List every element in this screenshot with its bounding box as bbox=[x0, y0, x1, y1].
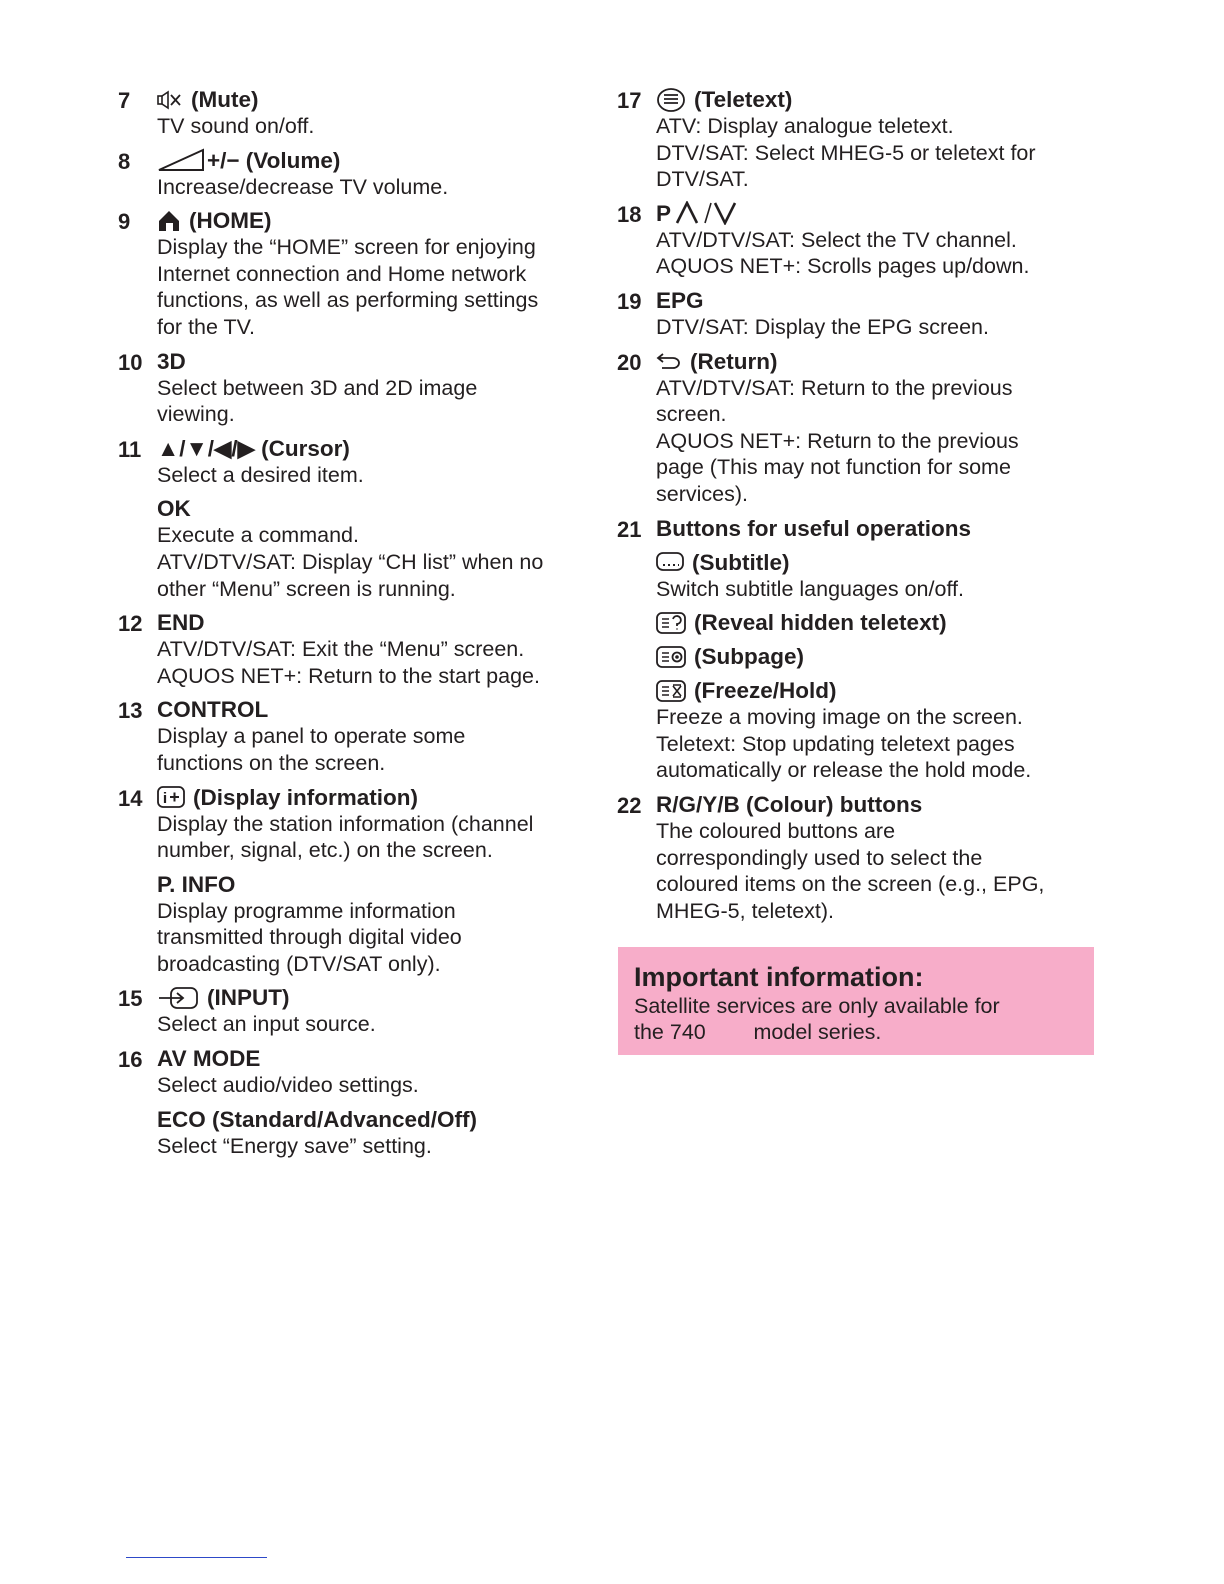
entry-number: 12 bbox=[118, 611, 143, 637]
entry-description: ATV/DTV/SAT: Exit the “Menu” screen. AQUOS NET+: Return to the start page. bbox=[157, 637, 540, 688]
entry-description: ATV: Display analogue teletext. DTV/SAT: Select MHEG-5 or teletext for DTV/SAT. bbox=[656, 114, 1036, 192]
entry-title: R/G/Y/B (Colour) buttons bbox=[656, 791, 923, 817]
entry-number: 9 bbox=[118, 209, 131, 235]
entry-channel bbox=[617, 200, 1097, 280]
entry-description: TV sound on/off. bbox=[157, 114, 315, 138]
important-line: Satellite services are only available for bbox=[634, 994, 1000, 1018]
subpage-icon bbox=[656, 645, 686, 669]
entry-number: 14 bbox=[118, 785, 143, 811]
input-icon bbox=[157, 986, 199, 1010]
subtitle-icon bbox=[656, 550, 684, 574]
entry-number: 20 bbox=[617, 349, 642, 375]
volume-icon bbox=[157, 148, 205, 172]
entry-title: (INPUT) bbox=[207, 985, 290, 1011]
entry-number: 7 bbox=[118, 88, 131, 113]
entry-home bbox=[118, 207, 598, 340]
entry-title: END bbox=[157, 610, 205, 636]
entry-description: Display the “HOME” screen for enjoying Internet connection and Home network functions, as well as performing settings for the TV. bbox=[157, 235, 539, 339]
entry-title: CONTROL bbox=[157, 697, 269, 723]
reveal-teletext-icon bbox=[656, 611, 686, 635]
mute-icon bbox=[157, 89, 183, 111]
reveal-label: (Reveal hidden teletext) bbox=[694, 610, 947, 636]
subtitle-label: (Subtitle) bbox=[692, 549, 790, 575]
entry-title: ▲/▼/◀/▶ (Cursor) bbox=[157, 435, 350, 461]
entry-description: Select audio/video settings. bbox=[157, 1073, 419, 1098]
entry-volume bbox=[118, 147, 598, 201]
entry-display-information bbox=[118, 784, 598, 978]
entry-control bbox=[118, 696, 598, 776]
entry-title: (Return) bbox=[690, 348, 778, 374]
entry-title: (Mute) bbox=[191, 87, 259, 112]
entry-title: (HOME) bbox=[189, 208, 272, 234]
right-column bbox=[617, 86, 1097, 931]
freeze-label: (Freeze/Hold) bbox=[694, 678, 837, 704]
entry-title: EPG bbox=[656, 287, 704, 313]
entry-title: (Teletext) bbox=[694, 87, 793, 112]
entry-3d bbox=[118, 348, 598, 428]
entry-av-mode bbox=[118, 1045, 598, 1159]
entry-epg bbox=[617, 287, 1097, 341]
entry-teletext bbox=[617, 86, 1097, 193]
entry-title: Buttons for useful operations bbox=[656, 515, 971, 541]
entry-number: 17 bbox=[617, 88, 642, 113]
channel-up-down-icon bbox=[675, 201, 737, 225]
freeze-description: Freeze a moving image on the screen. Teletext: Stop updating teletext pages automatically or release the hold mode. bbox=[656, 705, 1032, 783]
return-icon bbox=[656, 350, 682, 372]
entry-end bbox=[118, 609, 598, 689]
entry-title: AV MODE bbox=[157, 1046, 261, 1072]
entry-subtitle-pinfo: P. INFO bbox=[157, 871, 236, 897]
entry-description: ATV/DTV/SAT: Return to the previous screen. AQUOS NET+: Return to the previous page (This may not function for some services). bbox=[656, 375, 1019, 506]
entry-number: 15 bbox=[118, 986, 143, 1012]
entry-number: 19 bbox=[617, 288, 642, 314]
entry-description: Select a desired item. bbox=[157, 462, 364, 487]
entry-number: 10 bbox=[118, 349, 143, 375]
important-line: the 740 model series. bbox=[634, 1020, 882, 1044]
entry-useful-operations bbox=[617, 515, 1097, 784]
entry-number: 13 bbox=[118, 698, 143, 724]
entry-number: 22 bbox=[617, 792, 642, 818]
entry-description: Select an input source. bbox=[157, 1012, 376, 1037]
entry-title: +/− (Volume) bbox=[207, 147, 341, 173]
important-title: Important information: bbox=[634, 962, 924, 992]
footer-rule bbox=[126, 1557, 267, 1558]
entry-return bbox=[617, 348, 1097, 508]
subtitle-description: Switch subtitle languages on/off. bbox=[656, 576, 964, 601]
entry-input bbox=[118, 984, 598, 1038]
entry-sub-description: Select “Energy save” setting. bbox=[157, 1133, 432, 1158]
entry-number: 18 bbox=[617, 201, 642, 227]
entry-number: 21 bbox=[617, 516, 642, 542]
entry-description: Select between 3D and 2D image viewing. bbox=[157, 375, 478, 427]
entry-number: 8 bbox=[118, 148, 131, 174]
entry-description: Increase/decrease TV volume. bbox=[157, 174, 449, 199]
entry-description: Display a panel to operate some functions on the screen. bbox=[157, 724, 466, 775]
entry-description: The coloured buttons are correspondingly used to select the coloured items on the screen (e.g., EPG, MHEG-5, teletext). bbox=[656, 818, 1045, 923]
entry-sub-description: Display programme information transmitted through digital video broadcasting (DTV/SAT only). bbox=[157, 898, 462, 976]
entry-number: 16 bbox=[118, 1047, 143, 1073]
teletext-icon bbox=[656, 87, 686, 113]
entry-sub-description: Execute a command. ATV/DTV/SAT: Display “CH list” when no other “Menu” screen is running. bbox=[157, 523, 544, 601]
info-icon bbox=[157, 785, 185, 809]
entry-cursor bbox=[118, 435, 598, 602]
entry-colour-buttons bbox=[617, 791, 1097, 924]
entry-subtitle-ok: OK bbox=[157, 496, 191, 522]
subpage-label: (Subpage) bbox=[694, 644, 804, 670]
entry-subtitle-eco: ECO (Standard/Advanced/Off) bbox=[157, 1106, 478, 1132]
entry-mute bbox=[118, 86, 598, 140]
important-information-box bbox=[618, 947, 1094, 1055]
freeze-hold-icon bbox=[656, 679, 686, 703]
entry-title: 3D bbox=[157, 348, 186, 374]
entry-description: DTV/SAT: Display the EPG screen. bbox=[656, 314, 989, 339]
entry-description: Display the station information (channel number, signal, etc.) on the screen. bbox=[157, 811, 534, 863]
entry-number: 11 bbox=[118, 436, 142, 462]
left-column bbox=[118, 86, 598, 1166]
home-icon bbox=[157, 209, 181, 233]
entry-title: (Display information) bbox=[193, 784, 419, 810]
entry-title: P bbox=[656, 200, 672, 226]
entry-description: ATV/DTV/SAT: Select the TV channel. AQUOS NET+: Scrolls pages up/down. bbox=[656, 227, 1030, 279]
